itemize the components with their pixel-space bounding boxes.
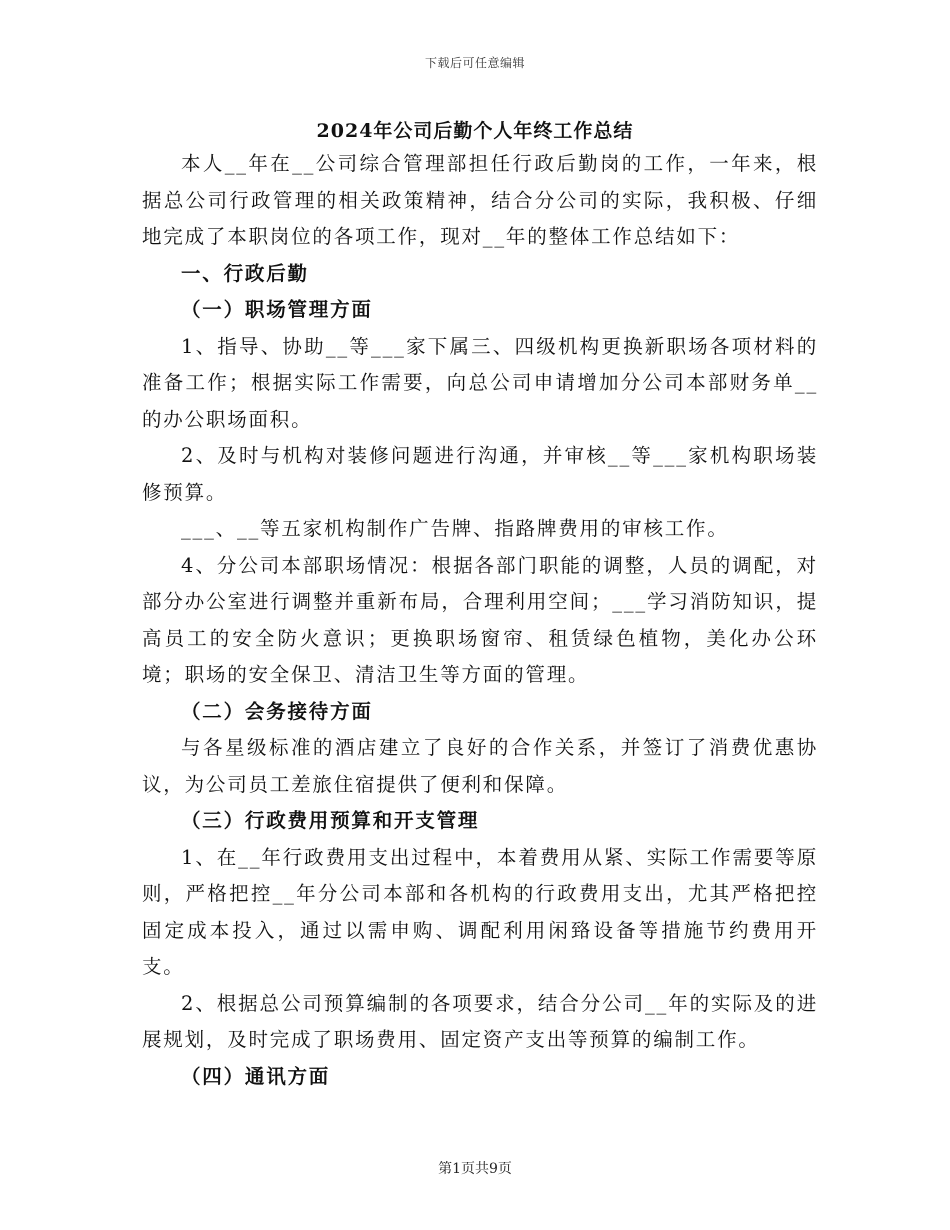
subsection-heading-reception: （二）会务接待方面 <box>181 699 373 723</box>
subsection-heading-workplace: （一）职场管理方面 <box>181 298 373 321</box>
section-heading-administration: 一、行政后勤 <box>181 261 309 285</box>
workplace-paragraph-4: 4、分公司本部职场情况：根据各部门职能的调整，人员的调配，对部分办公室进行调整并重新布局，合理利用空间；___学习消防知识，提高员工的安全防火意识；更换职场窗帘、租赁绿色植物，美化办公环境；职场的安全保卫、清洁卫生等方面的管理。 <box>142 553 818 686</box>
subsection-heading-communications: （四）通讯方面 <box>181 1064 331 1088</box>
page-number: 第1页共9页 <box>438 1161 512 1177</box>
document-body <box>142 146 818 1095</box>
budget-paragraph-1: 1、在__年行政费用支出过程中，本着费用从紧、实际工作需要等原则，严格把控__年分公司本部和各机构的行政费用支出，尤其严格把控固定成本投入，通过以需申购、调配利用闲臵设备等措施节约费用开支。 <box>142 845 818 978</box>
intro-paragraph: 本人__年在__公司综合管理部担任行政后勤岗的工作，一年来，根据总公司行政管理的相关政策精神，结合分公司的实际，我积极、仔细地完成了本职岗位的各项工作，现对__年的整体工作总结如下： <box>142 152 818 248</box>
workplace-paragraph-1: 1、指导、协助__等___家下属三、四级机构更换新职场各项材料的准备工作；根据实际工作需要，向总公司申请增加分公司本部财务单__的办公职场面积。 <box>142 334 818 431</box>
budget-paragraph-2: 2、根据总公司预算编制的各项要求，结合分公司__年的实际及的进展规划，及时完成了职场费用、固定资产支出等预算的编制工作。 <box>142 991 818 1051</box>
header-note: 下载后可任意编辑 <box>424 56 525 70</box>
subsection-heading-budget: （三）行政费用预算和开支管理 <box>181 809 480 832</box>
reception-paragraph-1: 与各星级标准的酒店建立了良好的合作关系，并签订了消费优惠协议，为公司员工差旅住宿提供了便利和保障。 <box>142 736 818 796</box>
workplace-paragraph-3: ___、__等五家机构制作广告牌、指路牌费用的审核工作。 <box>181 517 729 540</box>
document-title: 2024年公司后勤个人年终工作总结 <box>316 120 634 142</box>
workplace-paragraph-2: 2、及时与机构对装修问题进行沟通，并审核__等___家机构职场装修预算。 <box>142 444 818 504</box>
